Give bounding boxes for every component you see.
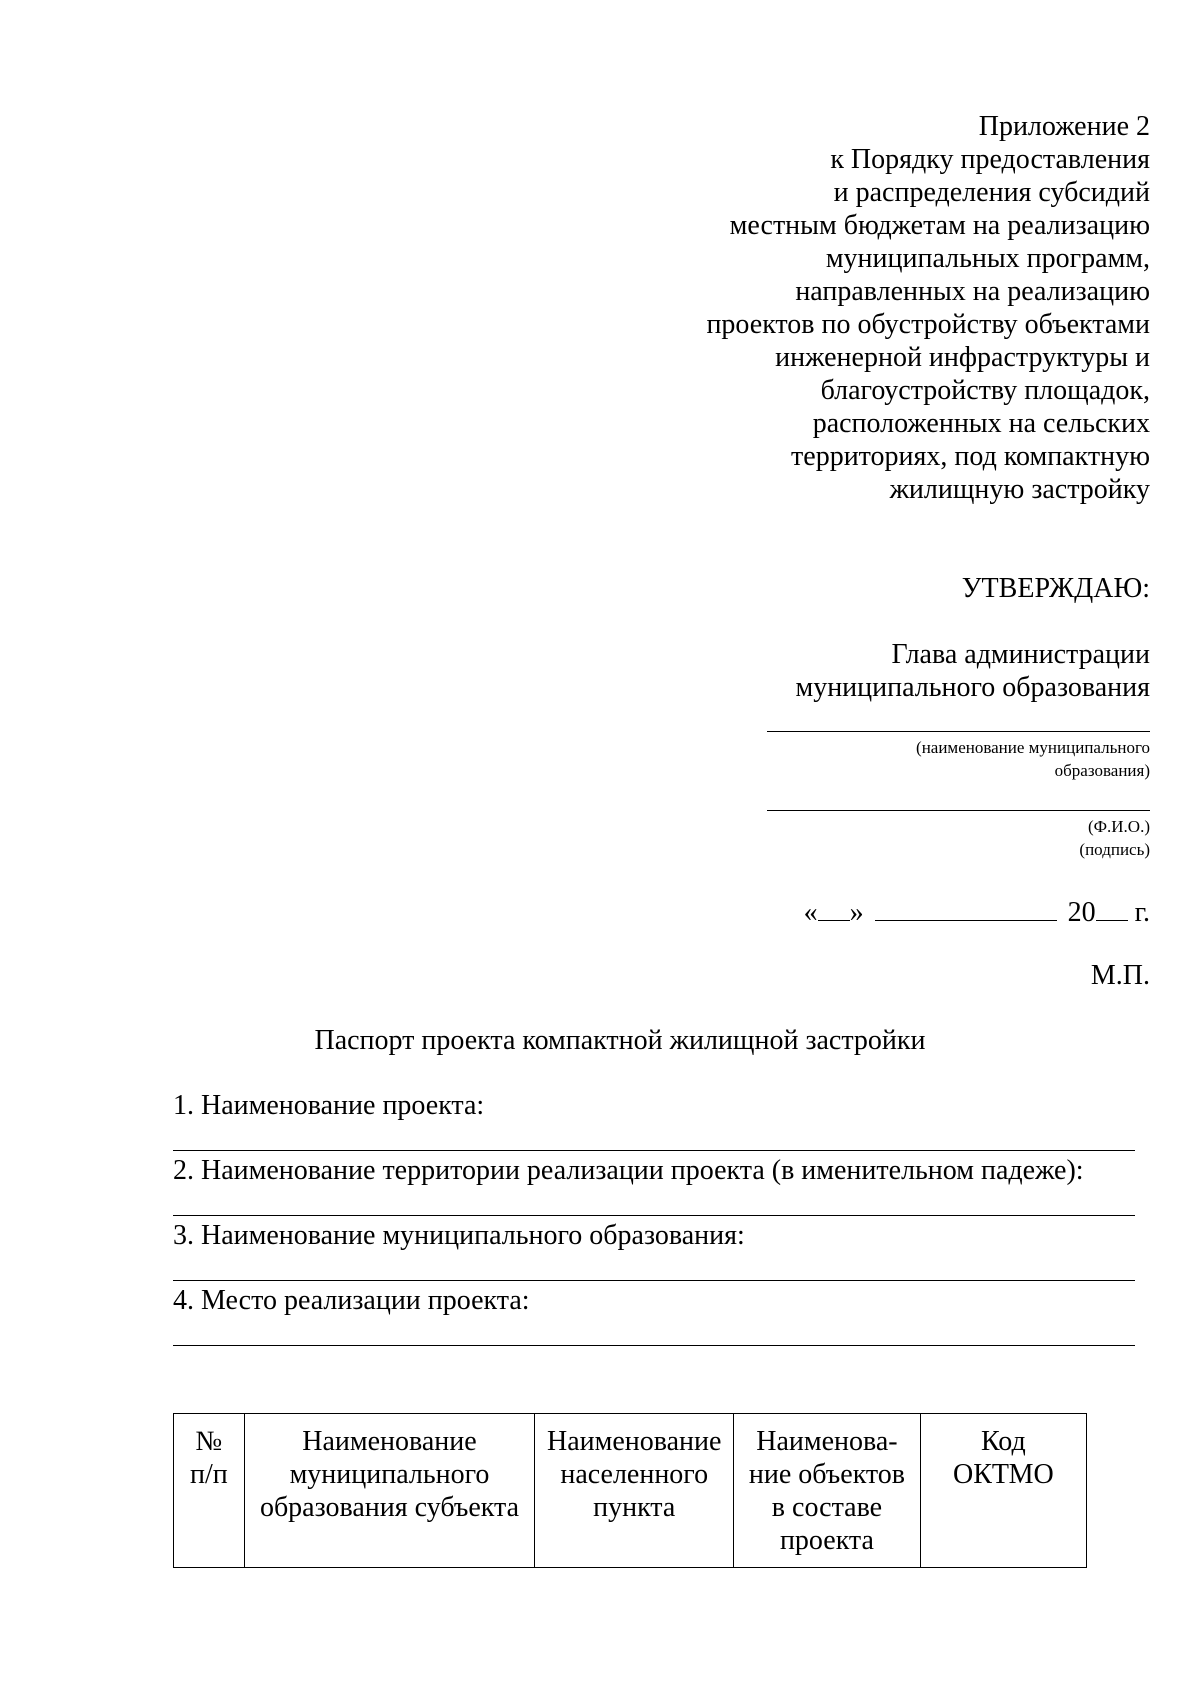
signature-caption <box>750 815 1150 861</box>
appendix-line: муниципальных программ, <box>825 243 1150 274</box>
appendix-line: и распределения субсидий <box>833 177 1150 208</box>
approve-label: УТВЕРЖДАЮ: <box>961 573 1150 604</box>
header-line: п/п <box>189 1459 228 1490</box>
appendix-line: Приложение 2 <box>978 111 1150 142</box>
header-line: Наименование <box>546 1426 722 1457</box>
head-title-line: муниципального образования <box>795 672 1150 703</box>
caption-line: (Ф.И.О.) <box>1087 817 1150 836</box>
appendix-header <box>450 110 1150 506</box>
date-month-blank[interactable] <box>875 894 1057 921</box>
field-project-name-label: 1. Наименование проекта: <box>173 1090 485 1121</box>
header-municipality <box>244 1414 535 1568</box>
header-objects <box>734 1414 921 1568</box>
signature-line[interactable] <box>767 810 1150 811</box>
header-line: Наименование <box>302 1426 477 1457</box>
caption-line: (подпись) <box>1079 840 1150 859</box>
stamp-place-label: М.П. <box>1090 960 1150 991</box>
appendix-line: к Порядку предоставления <box>830 144 1150 175</box>
header-oktmo <box>920 1414 1086 1568</box>
header-line: проекта <box>779 1525 874 1556</box>
date-year-prefix: 20 <box>1067 897 1096 928</box>
head-of-administration-title <box>550 638 1150 704</box>
caption-line: (наименование муниципального <box>916 738 1150 757</box>
field-territory-name-label: 2. Наименование территории реализации проекта (в именительном падеже): <box>173 1155 1084 1186</box>
approval-date <box>804 894 1150 929</box>
header-line: Код <box>981 1426 1026 1457</box>
municipality-name-line[interactable] <box>767 731 1150 732</box>
passport-table <box>173 1413 1087 1568</box>
header-number <box>174 1414 245 1568</box>
table-header-row <box>174 1414 1087 1568</box>
appendix-line: местным бюджетам на реализацию <box>729 210 1150 241</box>
date-open-quote: « <box>803 897 818 928</box>
header-line: ние объектов <box>748 1459 906 1490</box>
header-settlement <box>535 1414 734 1568</box>
appendix-line: территориях, под компактную <box>791 441 1150 472</box>
header-line: № <box>195 1426 223 1457</box>
date-day-blank[interactable] <box>818 894 850 921</box>
field-territory-name-line[interactable] <box>173 1215 1135 1216</box>
field-project-location-line[interactable] <box>173 1345 1135 1346</box>
date-year-blank[interactable] <box>1096 894 1128 921</box>
header-line: образования субъекта <box>259 1492 520 1523</box>
header-line: ОКТМО <box>953 1459 1054 1490</box>
appendix-line: инженерной инфраструктуры и <box>775 342 1150 373</box>
date-close-quote: » <box>849 897 864 928</box>
municipality-name-caption <box>750 736 1150 782</box>
date-year-suffix: г. <box>1134 897 1150 928</box>
field-project-location-label: 4. Место реализации проекта: <box>173 1285 530 1316</box>
appendix-line: проектов по обустройству объектами <box>706 309 1150 340</box>
field-municipality-name-label: 3. Наименование муниципального образования: <box>173 1220 745 1251</box>
header-line: населенного <box>560 1459 709 1490</box>
head-title-line: Глава администрации <box>891 639 1150 670</box>
field-municipality-name-line[interactable] <box>173 1280 1135 1281</box>
header-line: муниципального <box>289 1459 490 1490</box>
appendix-line: благоустройству площадок, <box>820 375 1150 406</box>
passport-title-text: Паспорт проекта компактной жилищной застройки <box>314 1025 926 1056</box>
appendix-line: жилищную застройку <box>889 474 1150 505</box>
appendix-line: расположенных на сельских <box>812 408 1150 439</box>
header-line: в составе <box>771 1492 883 1523</box>
header-line: пункта <box>593 1492 676 1523</box>
header-line: Наименова- <box>756 1426 898 1457</box>
field-project-name-line[interactable] <box>173 1150 1135 1151</box>
passport-title <box>0 1024 1200 1057</box>
appendix-line: направленных на реализацию <box>795 276 1150 307</box>
caption-line: образования) <box>1054 761 1150 780</box>
